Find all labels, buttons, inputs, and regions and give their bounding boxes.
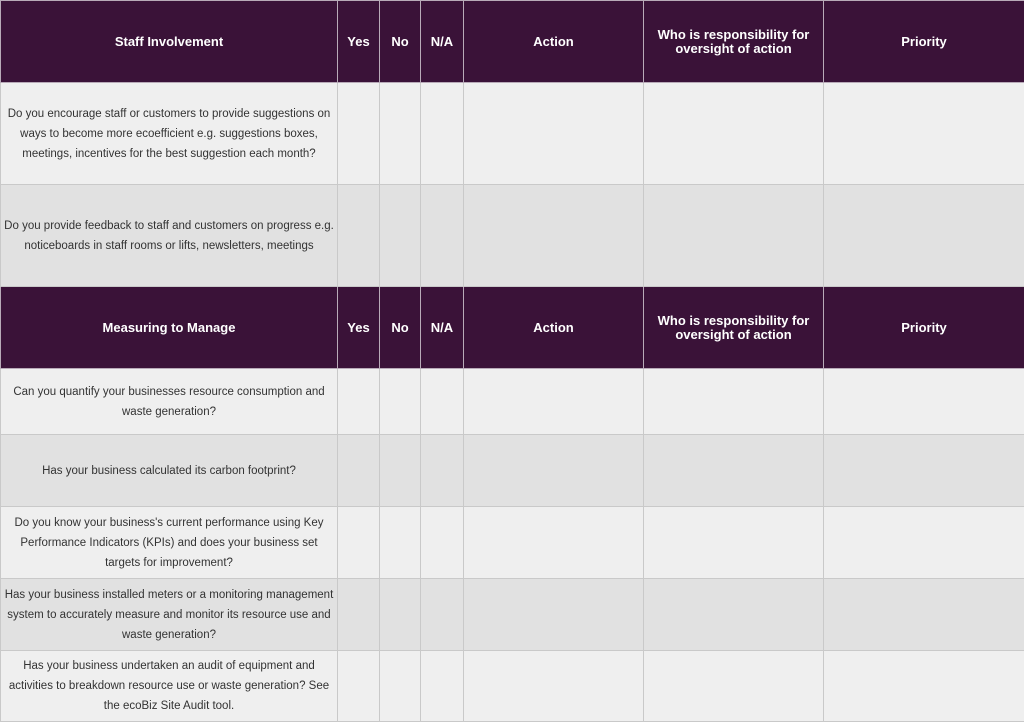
action-cell[interactable] bbox=[464, 651, 644, 722]
no-cell[interactable] bbox=[380, 185, 421, 287]
priority-cell[interactable] bbox=[824, 185, 1024, 287]
na-cell[interactable] bbox=[421, 369, 464, 435]
column-header-na: N/A bbox=[421, 287, 464, 369]
table-row bbox=[1, 185, 1024, 287]
question-text: Do you provide feedback to staff and customers on progress e.g. noticeboards in staff rooms or lifts, newsletters, meetings bbox=[1, 185, 338, 287]
question-text: Has your business installed meters or a monitoring management system to accurately measure and monitor its resource use and waste generation? bbox=[1, 579, 338, 651]
no-cell[interactable] bbox=[380, 83, 421, 185]
action-cell[interactable] bbox=[464, 369, 644, 435]
yes-cell[interactable] bbox=[338, 185, 380, 287]
yes-cell[interactable] bbox=[338, 651, 380, 722]
column-header-responsibility: Who is responsibility for oversight of action bbox=[644, 287, 824, 369]
column-header-priority: Priority bbox=[824, 1, 1024, 83]
priority-cell[interactable] bbox=[824, 507, 1024, 579]
section-title: Staff Involvement bbox=[1, 1, 338, 83]
column-header-responsibility: Who is responsibility for oversight of action bbox=[644, 1, 824, 83]
action-cell[interactable] bbox=[464, 185, 644, 287]
question-text: Do you encourage staff or customers to provide suggestions on ways to become more ecoefficient e.g. suggestions boxes, meetings, incentives for the best suggestion each month? bbox=[1, 83, 338, 185]
responsibility-cell[interactable] bbox=[644, 579, 824, 651]
responsibility-cell[interactable] bbox=[644, 369, 824, 435]
responsibility-cell[interactable] bbox=[644, 651, 824, 722]
column-header-action: Action bbox=[464, 1, 644, 83]
column-header-yes: Yes bbox=[338, 287, 380, 369]
yes-cell[interactable] bbox=[338, 435, 380, 507]
no-cell[interactable] bbox=[380, 507, 421, 579]
column-header-na: N/A bbox=[421, 1, 464, 83]
action-cell[interactable] bbox=[464, 579, 644, 651]
table-row bbox=[1, 435, 1024, 507]
section-header-row bbox=[1, 287, 1024, 369]
column-header-no: No bbox=[380, 1, 421, 83]
table-row bbox=[1, 651, 1024, 722]
question-text: Do you know your business's current performance using Key Performance Indicators (KPIs) and does your business set targets for improvement? bbox=[1, 507, 338, 579]
responsibility-cell[interactable] bbox=[644, 185, 824, 287]
question-text: Has your business undertaken an audit of equipment and activities to breakdown resource use or waste generation? See the ecoBiz Site Audit tool. bbox=[1, 651, 338, 722]
table-row bbox=[1, 83, 1024, 185]
column-header-yes: Yes bbox=[338, 1, 380, 83]
yes-cell[interactable] bbox=[338, 507, 380, 579]
table-row bbox=[1, 369, 1024, 435]
na-cell[interactable] bbox=[421, 435, 464, 507]
action-cell[interactable] bbox=[464, 83, 644, 185]
section-title: Measuring to Manage bbox=[1, 287, 338, 369]
no-cell[interactable] bbox=[380, 435, 421, 507]
na-cell[interactable] bbox=[421, 507, 464, 579]
section-header-row bbox=[1, 1, 1024, 83]
action-cell[interactable] bbox=[464, 507, 644, 579]
no-cell[interactable] bbox=[380, 579, 421, 651]
table-row bbox=[1, 579, 1024, 651]
na-cell[interactable] bbox=[421, 83, 464, 185]
question-text: Has your business calculated its carbon footprint? bbox=[1, 435, 338, 507]
na-cell[interactable] bbox=[421, 651, 464, 722]
priority-cell[interactable] bbox=[824, 435, 1024, 507]
no-cell[interactable] bbox=[380, 369, 421, 435]
table-row bbox=[1, 507, 1024, 579]
yes-cell[interactable] bbox=[338, 369, 380, 435]
responsibility-cell[interactable] bbox=[644, 83, 824, 185]
column-header-no: No bbox=[380, 287, 421, 369]
responsibility-cell[interactable] bbox=[644, 507, 824, 579]
yes-cell[interactable] bbox=[338, 579, 380, 651]
column-header-action: Action bbox=[464, 287, 644, 369]
yes-cell[interactable] bbox=[338, 83, 380, 185]
no-cell[interactable] bbox=[380, 651, 421, 722]
question-text: Can you quantify your businesses resource consumption and waste generation? bbox=[1, 369, 338, 435]
priority-cell[interactable] bbox=[824, 579, 1024, 651]
priority-cell[interactable] bbox=[824, 83, 1024, 185]
action-cell[interactable] bbox=[464, 435, 644, 507]
responsibility-cell[interactable] bbox=[644, 435, 824, 507]
priority-cell[interactable] bbox=[824, 651, 1024, 722]
na-cell[interactable] bbox=[421, 185, 464, 287]
priority-cell[interactable] bbox=[824, 369, 1024, 435]
column-header-priority: Priority bbox=[824, 287, 1024, 369]
na-cell[interactable] bbox=[421, 579, 464, 651]
